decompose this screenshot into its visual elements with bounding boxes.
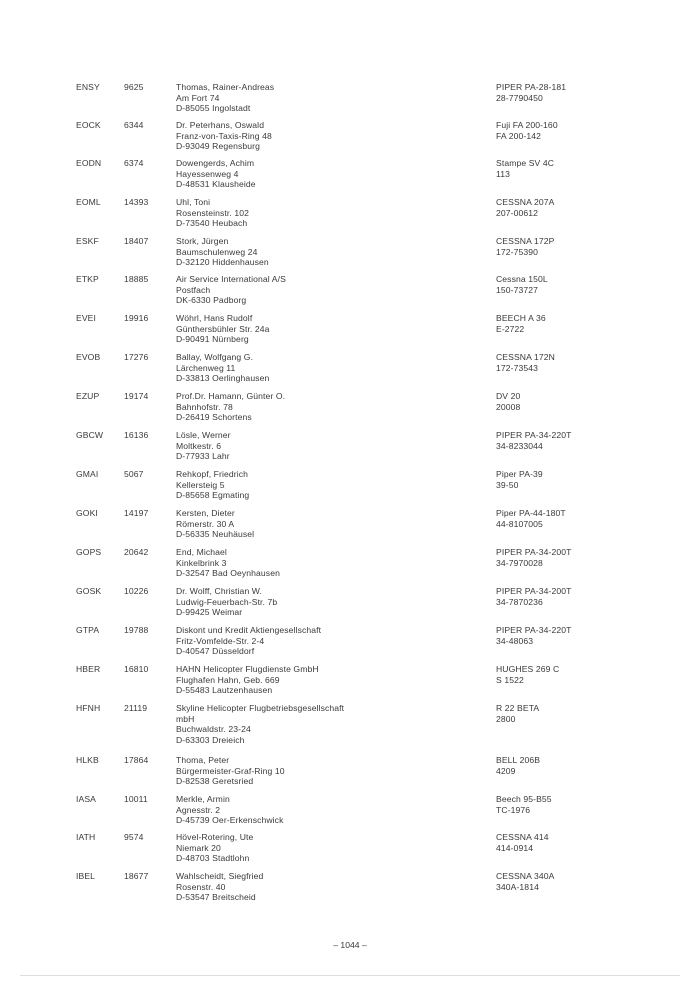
- aircraft-type: CESSNA 172N: [496, 352, 555, 362]
- owner-address: [176, 313, 476, 345]
- serial-number: 20008: [496, 401, 521, 412]
- aircraft-type: Piper PA-44-180T: [496, 508, 566, 518]
- entry-number: 16136: [124, 430, 149, 440]
- address-line: Dowengerds, Achim: [176, 158, 255, 168]
- registration-code: EODN: [76, 158, 102, 168]
- aircraft-type: CESSNA 340A: [496, 871, 555, 881]
- aircraft-info: [496, 755, 686, 776]
- registration-code: GOSK: [76, 586, 102, 596]
- serial-number: 4209: [496, 765, 516, 776]
- address-line: Prof.Dr. Hamann, Günter O.: [176, 391, 286, 401]
- owner-address: [176, 469, 476, 501]
- address-line: D-85055 Ingolstadt: [176, 103, 251, 114]
- address-line: Rosensteinstr. 102: [176, 207, 249, 218]
- address-line: D-53547 Breitscheid: [176, 892, 256, 903]
- registration-code: EVOB: [76, 352, 101, 362]
- owner-address: [176, 197, 476, 229]
- serial-number: 414-0914: [496, 842, 534, 853]
- entry-number: 19788: [124, 625, 149, 635]
- address-line: D-82538 Geretsried: [176, 776, 254, 787]
- aircraft-info: [496, 236, 686, 257]
- serial-number: S 1522: [496, 674, 524, 685]
- serial-number: 34-7870236: [496, 596, 543, 607]
- aircraft-type: R 22 BETA: [496, 703, 540, 713]
- serial-number: TC-1976: [496, 804, 531, 815]
- address-line: Hövel-Rotering, Ute: [176, 832, 254, 842]
- aircraft-type: BELL 206B: [496, 755, 541, 765]
- address-line: D-73540 Heubach: [176, 218, 248, 229]
- address-line: D-90491 Nürnberg: [176, 334, 249, 345]
- entry-number: 18677: [124, 871, 149, 881]
- owner-address: [176, 703, 476, 745]
- address-line: Günthersbühler Str. 24a: [176, 323, 270, 334]
- address-line: D-93049 Regensburg: [176, 141, 260, 152]
- serial-number: 207-00612: [496, 207, 538, 218]
- address-line: Merkle, Armin: [176, 794, 230, 804]
- aircraft-info: [496, 391, 686, 412]
- address-line: Kinkelbrink 3: [176, 557, 227, 568]
- address-line: D-48703 Stadtlohn: [176, 853, 250, 864]
- aircraft-info: [496, 274, 686, 295]
- address-line: D-33813 Oerlinghausen: [176, 373, 270, 384]
- owner-address: [176, 625, 476, 657]
- address-line: D-32120 Hiddenhausen: [176, 257, 269, 268]
- owner-address: [176, 755, 476, 787]
- address-line: Rosenstr. 40: [176, 881, 226, 892]
- entry-number: 14393: [124, 197, 149, 207]
- address-line: Kellersteig 5: [176, 479, 225, 490]
- entry-number: 9574: [124, 832, 144, 842]
- address-line: mbH: [176, 713, 195, 724]
- address-line: Lösle, Werner: [176, 430, 231, 440]
- address-line: D-26419 Schortens: [176, 412, 252, 423]
- aircraft-type: HUGHES 269 C: [496, 664, 560, 674]
- owner-address: [176, 586, 476, 618]
- address-line: D-85658 Egmating: [176, 490, 250, 501]
- address-line: Römerstr. 30 A: [176, 518, 235, 529]
- address-line: DK-6330 Padborg: [176, 295, 247, 306]
- address-line: Thoma, Peter: [176, 755, 230, 765]
- address-line: D-77933 Lahr: [176, 451, 230, 462]
- aircraft-info: [496, 197, 686, 218]
- registration-code: IBEL: [76, 871, 96, 881]
- aircraft-info: [496, 871, 686, 892]
- address-line: End, Michael: [176, 547, 227, 557]
- address-line: Dr. Wolff, Christian W.: [176, 586, 263, 596]
- address-line: Fritz-Vomfelde-Str. 2-4: [176, 635, 265, 646]
- aircraft-info: [496, 352, 686, 373]
- entry-number: 18885: [124, 274, 149, 284]
- owner-address: [176, 832, 476, 864]
- address-line: D-55483 Lautzenhausen: [176, 685, 273, 696]
- aircraft-info: [496, 120, 686, 141]
- address-line: Baumschulenweg 24: [176, 246, 258, 257]
- aircraft-info: [496, 794, 686, 815]
- entry-number: 10226: [124, 586, 149, 596]
- address-line: Postfach: [176, 284, 211, 295]
- serial-number: 34-8233044: [496, 440, 543, 451]
- aircraft-type: PIPER PA-34-220T: [496, 625, 572, 635]
- aircraft-info: [496, 586, 686, 607]
- address-line: Am Fort 74: [176, 92, 220, 103]
- address-line: D-99425 Weimar: [176, 607, 243, 618]
- aircraft-info: [496, 508, 686, 529]
- address-line: Hayessenweg 4: [176, 168, 239, 179]
- entry-number: 19916: [124, 313, 149, 323]
- address-line: Niemark 20: [176, 842, 221, 853]
- bottom-rule: [20, 975, 680, 976]
- serial-number: 28-7790450: [496, 92, 543, 103]
- registration-code: GTPA: [76, 625, 100, 635]
- address-line: Agnesstr. 2: [176, 804, 221, 815]
- address-line: Ludwig-Feuerbach-Str. 7b: [176, 596, 278, 607]
- entry-number: 5067: [124, 469, 144, 479]
- entry-number: 18407: [124, 236, 149, 246]
- serial-number: 113: [496, 168, 510, 179]
- owner-address: [176, 391, 476, 423]
- address-line: Dr. Peterhans, Oswald: [176, 120, 265, 130]
- registration-code: IASA: [76, 794, 96, 804]
- aircraft-info: [496, 469, 686, 490]
- aircraft-type: DV 20: [496, 391, 521, 401]
- aircraft-type: CESSNA 414: [496, 832, 549, 842]
- address-line: Rehkopf, Friedrich: [176, 469, 249, 479]
- address-line: D-40547 Düsseldorf: [176, 646, 255, 657]
- owner-address: [176, 82, 476, 114]
- registration-code: GOPS: [76, 547, 102, 557]
- aircraft-info: [496, 832, 686, 853]
- aircraft-type: CESSNA 172P: [496, 236, 555, 246]
- entry-number: 14197: [124, 508, 149, 518]
- address-line: Bahnhofstr. 78: [176, 401, 233, 412]
- address-line: Uhl, Toni: [176, 197, 211, 207]
- aircraft-info: [496, 430, 686, 451]
- serial-number: 172-73543: [496, 362, 538, 373]
- aircraft-info: [496, 547, 686, 568]
- registration-code: ETKP: [76, 274, 99, 284]
- serial-number: 34-48063: [496, 635, 534, 646]
- registration-code: GMAI: [76, 469, 99, 479]
- serial-number: FA 200-142: [496, 130, 541, 141]
- registration-code: ENSY: [76, 82, 100, 92]
- entry-number: 17864: [124, 755, 149, 765]
- registration-code: EOCK: [76, 120, 101, 130]
- address-line: Buchwaldstr. 23-24: [176, 724, 251, 735]
- address-line: D-32547 Bad Oeynhausen: [176, 568, 280, 579]
- serial-number: 150-73727: [496, 284, 538, 295]
- address-line: Diskont und Kredit Aktiengesellschaft: [176, 625, 322, 635]
- aircraft-info: [496, 313, 686, 334]
- registration-code: HLKB: [76, 755, 99, 765]
- aircraft-type: PIPER PA-34-220T: [496, 430, 572, 440]
- address-line: Skyline Helicopter Flugbetriebsgesellschaft: [176, 703, 345, 713]
- registration-code: ESKF: [76, 236, 99, 246]
- aircraft-type: Beech 95-B55: [496, 794, 552, 804]
- owner-address: [176, 236, 476, 268]
- address-line: Wöhrl, Hans Rudolf: [176, 313, 253, 323]
- registration-code: EVEI: [76, 313, 96, 323]
- address-line: Stork, Jürgen: [176, 236, 229, 246]
- entry-number: 17276: [124, 352, 149, 362]
- address-line: Air Service International A/S: [176, 274, 286, 284]
- address-line: Bürgermeister-Graf-Ring 10: [176, 765, 285, 776]
- registration-code: IATH: [76, 832, 96, 842]
- owner-address: [176, 158, 476, 190]
- entry-number: 6344: [124, 120, 144, 130]
- entry-number: 21119: [124, 703, 148, 713]
- page-number: – 1044 –: [333, 940, 367, 950]
- aircraft-info: [496, 625, 686, 646]
- entry-number: 6374: [124, 158, 144, 168]
- owner-address: [176, 547, 476, 579]
- entry-number: 16810: [124, 664, 149, 674]
- registration-code: HBER: [76, 664, 101, 674]
- aircraft-type: Fuji FA 200-160: [496, 120, 558, 130]
- serial-number: 39-50: [496, 479, 519, 490]
- address-line: D-56335 Neuhäusel: [176, 529, 255, 540]
- serial-number: 34-7970028: [496, 557, 543, 568]
- registration-code: HFNH: [76, 703, 101, 713]
- owner-address: [176, 352, 476, 384]
- aircraft-type: CESSNA 207A: [496, 197, 555, 207]
- address-line: Moltkestr. 6: [176, 440, 222, 451]
- aircraft-info: [496, 703, 686, 724]
- serial-number: 172-75390: [496, 246, 538, 257]
- address-line: D-48531 Klausheide: [176, 179, 256, 190]
- owner-address: [176, 120, 476, 152]
- entry-number: 9625: [124, 82, 144, 92]
- owner-address: [176, 794, 476, 826]
- address-line: D-63303 Dreieich: [176, 734, 245, 745]
- entry-number: 19174: [124, 391, 149, 401]
- aircraft-type: BEECH A 36: [496, 313, 546, 323]
- address-line: Kersten, Dieter: [176, 508, 235, 518]
- owner-address: [176, 430, 476, 462]
- serial-number: E-2722: [496, 323, 525, 334]
- entry-number: 20642: [124, 547, 149, 557]
- registration-code: GOKI: [76, 508, 98, 518]
- aircraft-type: Piper PA-39: [496, 469, 543, 479]
- address-line: D-45739 Oer-Erkenschwick: [176, 815, 284, 826]
- aircraft-type: PIPER PA-34-200T: [496, 547, 572, 557]
- registration-code: EOML: [76, 197, 101, 207]
- aircraft-type: Cessna 150L: [496, 274, 548, 284]
- serial-number: 2800: [496, 713, 516, 724]
- address-line: Wahlscheidt, Siegfried: [176, 871, 264, 881]
- aircraft-type: Stampe SV 4C: [496, 158, 555, 168]
- serial-number: 340A-1814: [496, 881, 539, 892]
- owner-address: [176, 664, 476, 696]
- aircraft-type: PIPER PA-28-181: [496, 82, 567, 92]
- address-line: Thomas, Rainer-Andreas: [176, 82, 275, 92]
- serial-number: 44-8107005: [496, 518, 543, 529]
- aircraft-info: [496, 664, 686, 685]
- entry-number: 10011: [124, 794, 148, 804]
- aircraft-info: [496, 82, 686, 103]
- owner-address: [176, 508, 476, 540]
- owner-address: [176, 274, 476, 306]
- address-line: Franz-von-Taxis-Ring 48: [176, 130, 272, 141]
- address-line: Lärchenweg 11: [176, 362, 236, 373]
- address-line: Ballay, Wolfgang G.: [176, 352, 254, 362]
- address-line: HAHN Helicopter Flugdienste GmbH: [176, 664, 319, 674]
- address-line: Flughafen Hahn, Geb. 669: [176, 674, 280, 685]
- aircraft-type: PIPER PA-34-200T: [496, 586, 572, 596]
- registration-code: GBCW: [76, 430, 104, 440]
- registration-code: EZUP: [76, 391, 100, 401]
- owner-address: [176, 871, 476, 903]
- aircraft-info: [496, 158, 686, 179]
